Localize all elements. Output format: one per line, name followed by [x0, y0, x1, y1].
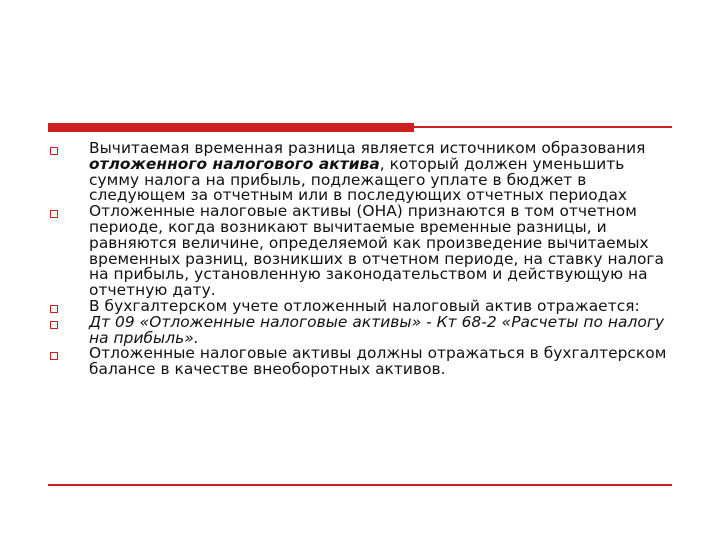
- square-bullet-icon: [50, 210, 58, 218]
- top-divider-thick: [48, 123, 414, 132]
- top-divider-thin: [414, 126, 672, 128]
- list-item-text: Отложенные налоговые активы должны отражаться в бухгалтерском балансе в качестве внеоборотных активов.: [89, 344, 667, 379]
- list-item: [50, 141, 670, 204]
- list-item: [50, 204, 670, 299]
- square-bullet-icon: [50, 147, 58, 155]
- bullet-list: [50, 141, 670, 378]
- list-item-text: Дт 09 «Отложенные налоговые активы» - Кт 68-2 «Расчеты по налогу на прибыль».: [89, 312, 665, 347]
- item-text-post: , который должен уменьшить сумму налога на прибыль, подлежащего уплате в бюджет в следующем за отчетным или в последующих отчетных периодах: [89, 154, 628, 205]
- list-item-text: [89, 141, 670, 204]
- list-item-text: Отложенные налоговые активы (ОНА) признаются в том отчетном периоде, когда возникают вычитаемые временные разницы, и равняются величине, определяемой как произведение вычитаемых временных разниц, возникших в отчетном периоде, на ставку налога на прибыль, установленную законодательством и действующую на отчетную дату.: [89, 202, 665, 300]
- square-bullet-icon: [50, 321, 58, 329]
- list-item-text: В бухгалтерском учете отложенный налоговый актив отражается:: [89, 296, 640, 315]
- item-text-emphasis: отложенного налогового актива: [89, 154, 380, 173]
- list-item: [50, 312, 670, 347]
- square-bullet-icon: [50, 305, 58, 313]
- top-divider: [48, 123, 672, 132]
- list-item: [50, 346, 670, 378]
- item-text-pre: Вычитаемая временная разница является источником образования: [89, 139, 646, 157]
- bottom-divider: [48, 484, 672, 486]
- square-bullet-icon: [50, 352, 58, 360]
